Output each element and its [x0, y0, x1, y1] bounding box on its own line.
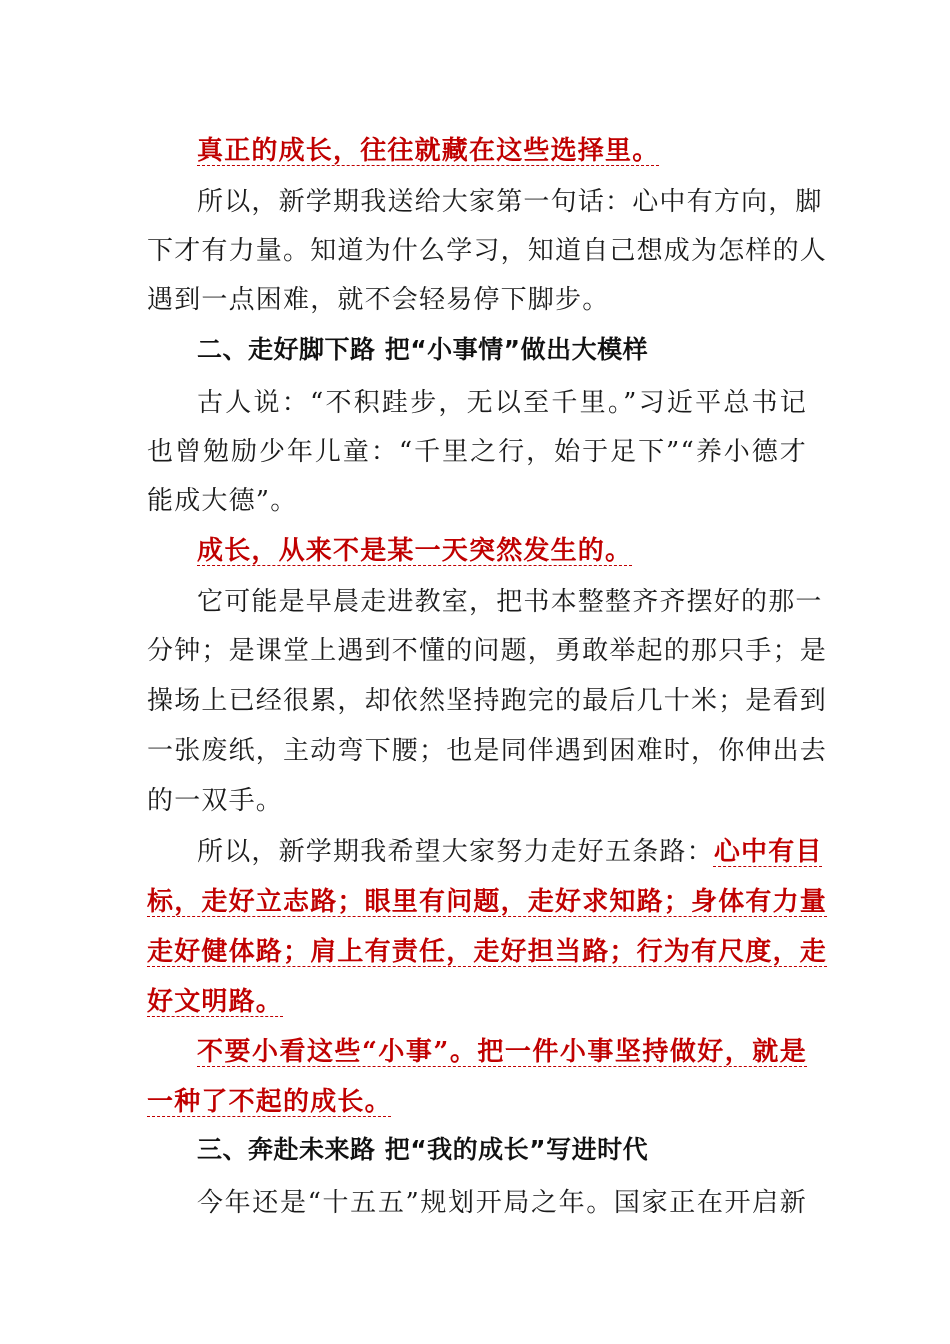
body-line: 能成大德”。 — [147, 486, 298, 516]
body-line: 遇到一点困难，就不会轻易停下脚步。 — [147, 285, 610, 315]
body-line: 今年还是“十五五”规划开局之年。国家正在开启新 — [197, 1188, 807, 1218]
emphasis-line: 走好健体路；肩上有责任，走好担当路；行为有尺度，走 — [147, 937, 828, 967]
section-heading: 二、走好脚下路 把“小事情”做出大模样 — [197, 335, 649, 364]
emphasis-segment: 心中有目 — [713, 837, 823, 867]
emphasis-line: 不要小看这些“小事”。把一件小事坚持做好，就是 — [197, 1037, 807, 1067]
body-line: 的一双手。 — [147, 786, 284, 816]
emphasis-line: 一种了不起的成长。 — [147, 1087, 392, 1117]
emphasis-line: 真正的成长，往往就藏在这些选择里。 — [197, 136, 660, 166]
emphasis-line: 好文明路。 — [147, 987, 284, 1017]
body-line: 分钟；是课堂上遇到不懂的问题，勇敢举起的那只手；是 — [147, 636, 828, 666]
body-line: 所以，新学期我送给大家第一句话：心中有方向，脚 — [197, 187, 823, 217]
emphasis-line: 标，走好立志路；眼里有问题，走好求知路；身体有力量 — [147, 887, 828, 917]
body-line: 古人说：“不积跬步，无以至千里。”习近平总书记 — [197, 388, 807, 418]
body-line: 它可能是早晨走进教室，把书本整整齐齐摆好的那一 — [197, 587, 823, 617]
section-heading: 三、奔赴未来路 把“我的成长”写进时代 — [197, 1135, 649, 1164]
body-line: 一张废纸，主动弯下腰；也是同伴遇到困难时，你伸出去 — [147, 736, 828, 766]
emphasis-line: 成长，从来不是某一天突然发生的。 — [197, 536, 633, 566]
body-line: 也曾勉励少年儿童：“千里之行，始于足下”“养小德才 — [147, 437, 807, 467]
body-line: 下才有力量。知道为什么学习，知道自己想成为怎样的人 — [147, 236, 828, 266]
mixed-line — [197, 832, 823, 872]
body-segment: 所以，新学期我希望大家努力走好五条路： — [197, 837, 714, 867]
body-line: 操场上已经很累，却依然坚持跑完的最后几十米；是看到 — [147, 686, 828, 716]
